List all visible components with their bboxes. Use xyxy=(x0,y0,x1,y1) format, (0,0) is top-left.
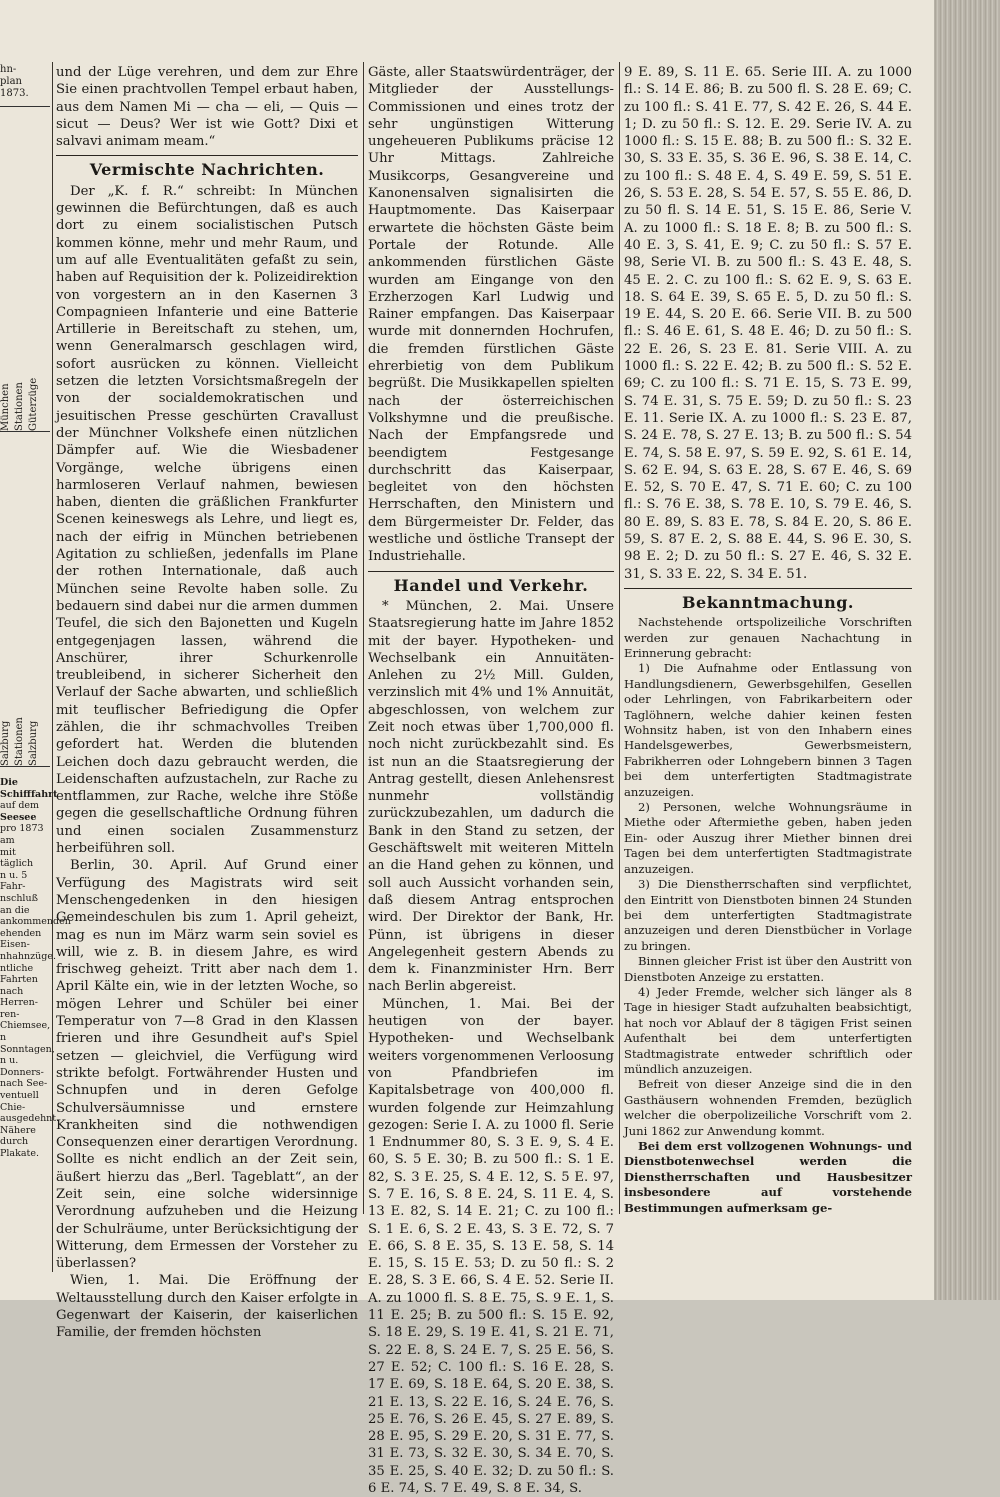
col1-intro: und der Lüge verehren, und dem zur Ehre Sie einen prachtvollen Tempel erbaut haben, aus dem Namen Mi — cha — eli, — Quis — sicut — Deus? Wer ist wie Gott? Dixi et salvavi animam meam.“ xyxy=(56,65,358,150)
notice-item-2: 2) Personen, welche Wohnungsräume in Miethe oder Aftermiethe geben, haben jeden Ein- oder Auszug ihrer Miether binnen drei Tagen bei dem unterfertigten Stadtmagistrate anzuzeigen. xyxy=(624,800,912,876)
column-3 xyxy=(624,64,912,1284)
strip-word-2: plan xyxy=(0,76,23,87)
strip-label-2: Stationen xyxy=(14,382,25,431)
book-page-edge xyxy=(934,0,1000,1300)
notice-item-4b: Befreit von dieser Anzeige sind die in den Gasthäusern wohnenden Fremden, bezüglich welcher die oberpolizeiliche Vorschrift vom 2. Juni 1862 zur Anwendung kommt. xyxy=(624,1077,912,1138)
ferry-line: nach See- xyxy=(0,1078,48,1090)
col2-vienna-continued: Gäste, aller Staatswürdenträger, der Mitglieder der Ausstellungs-Commissionen und eines trotz der sehr ungünstigen Witterung ungeheueren Publikums präcise 12 Uhr Mittags. Zahlreiche Musikcorps, Gesangvereine und Kanonensalven signalisirten die Hauptmomente. Das Kaiserpaar erwartete die höchsten Gäste beim Portale der Rotunde. Alle ankommenden fürstlichen Gäste wurden am Eingange von den Erzherzogen Karl Ludwig und Rainer empfangen. Das Kaiserpaar wurde mit donnernden Hochrufen, die fremden fürstlichen Gäste ehrerbietig von dem Publikum begrüßt. Die Musikkapellen spielten nach der österreichischen Volkshymne und die preußische. Nach der Empfangsrede und beendigtem Festgesange durchschritt das Kaiserpaar, begleitet von den höchsten Herrschaften, den Ministern und dem Bürgermeister Dr. Felder, das westliche und östliche Transept der Industriehalle. xyxy=(368,65,614,565)
notice-body xyxy=(624,615,912,1216)
col1-article-berlin: Berlin, 30. April. Auf Grund einer Verfügung des Magistrats wird seit Menschengedenken in den hiesigen Gemeindeschulen bis zum 1. April geheizt, mag es nun im März warm sein soviel es will, wie z. B. in diesem Jahre, es wird frischweg geheizt. Tritt aber nach dem 1. April Kälte ein, wie in der letzten Woche, so mögen Lehrer und Schüler bei einer Temperatur von 7—8 Grad in den Klassen frieren und ihre Gesundheit auf's Spiel setzen — gleichviel, die Verfügung wird strikte befolgt. Fortwährender Husten und Schnupfen und in deren Gefolge Schulversäumnisse und ernstere Krankheiten sind die nothwendigen Consequenzen einer derartigen Verordnung. Sollte es nicht endlich an der Zeit sein, äußert hierzu das „Berl. Tageblatt“, an der Zeit sein, eine solche widersinnige Verordnung aufzuheben und die Heizung der Schulräume, unter Berücksichtigung der Witterung, dem Ermessen der Vorsteher zu überlassen? xyxy=(56,858,358,1272)
ferry-line: ren-Chiemsee, xyxy=(0,1008,51,1032)
strip-table-lower xyxy=(0,432,50,767)
ferry-notice xyxy=(0,777,71,1160)
notice-item-3b: Binnen gleicher Frist ist über den Austritt von Dienstboten Anzeige zu erstatten. xyxy=(624,954,912,984)
col3-verloosung-continued: 9 E. 89, S. 11 E. 65. Serie III. A. zu 1000 fl.: S. 14 E. 86; B. zu 500 fl. S. 28 E. 69; C. zu 100 fl.: S. 41 E. 77, S. 42 E. 26, S. 44 E. 1; D. zu 50 fl.: S. 12. E. 29. Serie IV. A. zu 1000 fl.: S. 15 E. 88; B. zu 500 fl.: S. 32 E. 30, S. 33 E. 35, S. 36 E. 96, S. 38 E. 14, C. zu 100 fl.: S. 48 E. 4, S. 49 E. 59, S. 51 E. 26, S. 53 E. 28, S. 54 E. 57, S. 55 E. 86, D. zu 50 fl. S. 14 E. 51, S. 15 E. 86, Serie V. A. zu 1000 fl.: S. 18 E. 8; B. zu 500 fl.: S. 40 E. 3, S. 41, E. 9; C. zu 50 fl.: S. 57 E. 98, Serie VI. B. zu 500 fl.: S. 43 E. 48, S. 45 E. 2. C. zu 100 fl.: S. 62 E. 9, S. 63 E. 18. S. 64 E. 39, S. 65 E. 5, D. zu 50 fl.: S. 19 E. 44, S. 20 E. 66. Serie VII. B. zu 500 fl.: S. 46 E. 61, S. 48 E. 46; D. zu 50 fl.: S. 22 E. 26, S. 23 E. 81. Serie VIII. A. zu 1000 fl.: S. 22 E. 42; B. zu 500 fl.: S. 52 E. 69; C. zu 100 fl.: S. 71 E. 15, S. 73 E. 99, S. 74 E. 31, S. 75 E. 59; D. zu 50 fl.: S. 23 E. 11. Serie IX. A. zu 1000 fl.: S. 23 E. 87, S. 24 E. 78, S. 27 E. 13; B. zu 500 fl.: S. 54 E. 74, S. 58 E. 97, S. 59 E. 92, S. 61 E. 14, S. 62 E. 94, S. 63 E. 28, S. 67 E. 46, S. 69 E. 52, S. 70 E. 47, S. 71 E. 60; C. zu 100 fl.: S. 76 E. 38, S. 78 E. 10, S. 79 E. 46, S. 80 E. 89, S. 83 E. 78, S. 84 E. 20, S. 86 E. 59, S. 87 E. 2, S. 88 E. 44, S. 96 E. 30, S. 98 E. 2; D. zu 50 fl.: S. 27 E. 46, S. 32 E. 31, S. 33 E. 22, S. 34 E. 51. xyxy=(624,65,912,582)
ferry-line: nhahnzüge. xyxy=(0,950,56,962)
column-1 xyxy=(56,64,358,1341)
column-rule-0 xyxy=(52,62,53,1272)
notice-final: Bei dem erst vollzogenen Wohnungs- und Dienstbotenwechsel werden die Dienstherrschaften und Hausbesitzer insbesondere auf vorstehende Bestimmungen aufmerksam ge- xyxy=(624,1139,912,1215)
notice-intro: Nachstehende ortspolizeiliche Vorschriften werden zur genauen Nachachtung in Erinnerung gebracht: xyxy=(624,615,912,661)
strip-label-6: Salzburg xyxy=(28,720,39,766)
ferry-line: Nähere durch xyxy=(0,1124,36,1148)
ferry-line: n u. 5 Fahr- xyxy=(0,869,28,893)
strip-label-1: München xyxy=(0,383,11,431)
ferry-lines xyxy=(0,823,71,1159)
strip-table-upper xyxy=(0,106,50,432)
strip-word-3: 1873. xyxy=(0,88,29,99)
ferry-title-3: auf dem xyxy=(0,800,40,812)
strip-top xyxy=(0,64,50,100)
ferry-title-2: Schifffahrt xyxy=(0,788,58,800)
ferry-line: ausgedehnt. xyxy=(0,1113,60,1125)
ferry-line: mit täglich xyxy=(0,846,34,870)
column-2-text xyxy=(368,64,614,1497)
col1-rule xyxy=(56,155,358,156)
notice-item-4: 4) Jeder Fremde, welcher sich länger als 8 Tage in hiesiger Stadt aufzuhalten beabsichtigt, hat noch vor Ablauf der 8 tägigen Frist seinen Aufenthalt bei dem unterfertigten Stadtmagistrate entweder schriftlich oder mündlich anzuzeigen. xyxy=(624,984,912,1076)
strip-label-5: Stationen xyxy=(14,717,25,766)
ferry-line: ankommenden xyxy=(0,916,71,928)
column-rule-2 xyxy=(619,62,620,1214)
ferry-title-4: Seesee xyxy=(0,811,37,823)
col2-rule xyxy=(368,571,614,572)
ferry-line: n u. Donners- xyxy=(0,1055,44,1078)
strip-word-1: hn- xyxy=(0,64,17,75)
col3-rule xyxy=(624,588,912,589)
section-title-handel: Handel und Verkehr. xyxy=(393,575,589,595)
ferry-title-1: Die xyxy=(0,777,18,788)
ferry-line: ntliche Fahrten xyxy=(0,962,38,986)
strip-label-4: Salzburg xyxy=(0,720,11,766)
section-title-bekanntmachung: Bekanntmachung. xyxy=(681,592,854,612)
col1-article-vienna: Wien, 1. Mai. Die Eröffnung der Weltausstellung durch den Kaiser erfolgte in Gegenwart der Kaiserin, der kaiserlichen Familie, der fremden höchsten xyxy=(56,1273,358,1341)
strip-label-3: Güterzüge xyxy=(28,377,39,431)
notice-item-3: 3) Die Dienstherrschaften sind verpflichtet, den Eintritt von Dienstboten binnen 24 Stunden bei dem unterfertigten Stadtmagistrate anzuzeigen und deren Dienstbücher in Vorlage zu bringen. xyxy=(624,877,912,953)
notice-item-1: 1) Die Aufnahme oder Entlassung von Handlungsdienern, Gewerbsgehilfen, Gesellen oder Lehrlingen, von Fabrikarbeitern oder Taglöhnern, welche dahier keinen festen Wohnsitz haben, ist von den Inhabern eines Handelsgewerbes, Gewerbsmeistern, Fabrikherren oder Lohngebern binnen 3 Tagen bei dem unterfertigten Stadtmagistrate anzuzeigen. xyxy=(624,661,912,799)
section-title-vermischte: Vermischte Nachrichten. xyxy=(89,160,325,180)
col1-article-munich: Der „K. f. R.“ schreibt: In München gewinnen die Befürchtungen, daß es auch dort zu einem socialistischen Putsch kommen könne, mehr und mehr Raum, und um auf alle Eventualitäten gefaßt zu sein, haben auf Requisition der k. Polizeidirektion von vorgestern an in den Kasernen 3 Compagnieen Infanterie und eine Batterie Artillerie in Bereitschaft zu stehen, um, wenn Generalmarsch geschlagen wird, sofort ausrücken zu können. Vielleicht setzen die letzten Vorsichtsmaßregeln der von der socialdemokratischen und jesuitischen Presse geschürten Cravallust der Münchner Volkshefe einen nützlichen Dämpfer auf. Wie die Wiesbadener Vorgänge, welche übrigens einen harmloseren Verlauf nahmen, bewiesen haben, dienten die gräßlichen Frankfurter Scenen keineswegs als Lehre, und liegt es, nach der eifrig in München betriebenen Agitation zu schließen, jedenfalls im Plane der rothen Internationale, daß auch München seine Revolte haben solle. Zu bedauern sind dabei nur die armen dummen Teufel, die sich den Bajonetten und Kugeln entgegenjagen lassen, während die Anschürer, ihrer Schurkenrolle treubleibend, in sicherer Sicherheit den Verlauf der Sache abwarten, und schließlich mit teuflischer Befriedigung die Opfer zählen, die ihr schmachvolles Treiben gefordert hat. Werden die blutenden Leichen doch dazu gebraucht werden, die Leidenschaften aufzustacheln, zur Rache zu entflammen, zur Rache, welche ihre Stöße gegen die gesellschaftliche Ordnung führen und einen socialen Zusammensturz herbeiführen soll. xyxy=(56,183,358,857)
left-timetable-strip xyxy=(0,64,71,1324)
ferry-line: nach Herren- xyxy=(0,985,38,1009)
col2-article-verloosung: München, 1. Mai. Bei der heutigen von der bayer. Hypotheken- und Wechselbank weiters vorgenommenen Verloosung von Pfandbriefen im Kapitalsbetrage von 400,000 fl. wurden folgende zur Heimzahlung gezogen: Serie I. A. zu 1000 fl. Serie 1 Endnummer 80, S. 3 E. 9, S. 4 E. 60, S. 5 E. 30; B. zu 500 fl.: S. 1 E. 82, S. 3 E. 25, S. 4 E. 12, S. 5 E. 97, S. 7 E. 16, S. 8 E. 24, S. 11 E. 4, S. 13 E. 82, S. 14 E. 21; C. zu 100 fl.: S. 1 E. 6, S. 2 E. 43, S. 3 E. 72, S. 7 E. 66, S. 8 E. 35, S. 13 E. 58, S. 14 E. 15, S. 15 E. 53; D. zu 50 fl.: S. 2 E. 28, S. 3 E. 66, S. 4 E. 52. Serie II. A. zu 1000 fl. S. 8 E. 75, S. 9 E. 1, S. 11 E. 25; B. zu 500 fl.: S. 15 E. 92, S. 18 E. 29, S. 19 E. 41, S. 21 E. 71, S. 22 E. 8, S. 24 E. 7, S. 25 E. 56, S. 27 E. 52; C. 100 fl.: S. 16 E. 28, S. 17 E. 69, S. 18 E. 64, S. 20 E. 38, S. 21 E. 13, S. 22 E. 16, S. 24 E. 76, S. 25 E. 76, S. 26 E. 45, S. 27 E. 89, S. 28 E. 95, S. 29 E. 20, S. 31 E. 77, S. 31 E. 73, S. 32 E. 30, S. 34 E. 70, S. 35 E. 25, S. 40 E. 32; D. zu 50 fl.: S. 6 E. 74, S. 7 E. 49, S. 8 E. 34, S. xyxy=(368,996,614,1497)
col2-article-staatsregierung: * München, 2. Mai. Unsere Staatsregierung hatte im Jahre 1852 mit der bayer. Hypotheken- und Wechselbank ein Annuitäten-Anlehen zu 2½ Mill. Gulden, verzinslich mit 4% und 1% Annuität, abgeschlossen, von welchem zur Zeit noch etwas über 1,700,000 fl. noch nicht zurückbezahlt sind. Es ist nun an die Staatsregierung der Antrag gestellt, diesen Anlehensrest nunmehr vollständig zurückzubezahlen, um dadurch die Bank in den Stand zu setzen, der Geschäftswelt mit weiteren Mitteln an die Hand gehen zu können, und soll auch Aussicht vorhanden sein, daß diesem Antrag entsprochen wird. Der Direktor der Bank, Hr. Pünn, ist übrigens in dieser Angelegenheit gestern Abends zu dem k. Finanzminister Hrn. Berr nach Berlin abgereist. xyxy=(368,598,614,995)
ferry-line: Plakate. xyxy=(0,1148,39,1159)
ferry-line: n Sonntagen, xyxy=(0,1032,55,1055)
ferry-line: nschluß an die xyxy=(0,892,38,916)
ferry-line: ehenden Eisen- xyxy=(0,927,42,951)
ferry-line: ventuell Chie- xyxy=(0,1090,39,1113)
ferry-line: pro 1873 am xyxy=(0,823,44,846)
